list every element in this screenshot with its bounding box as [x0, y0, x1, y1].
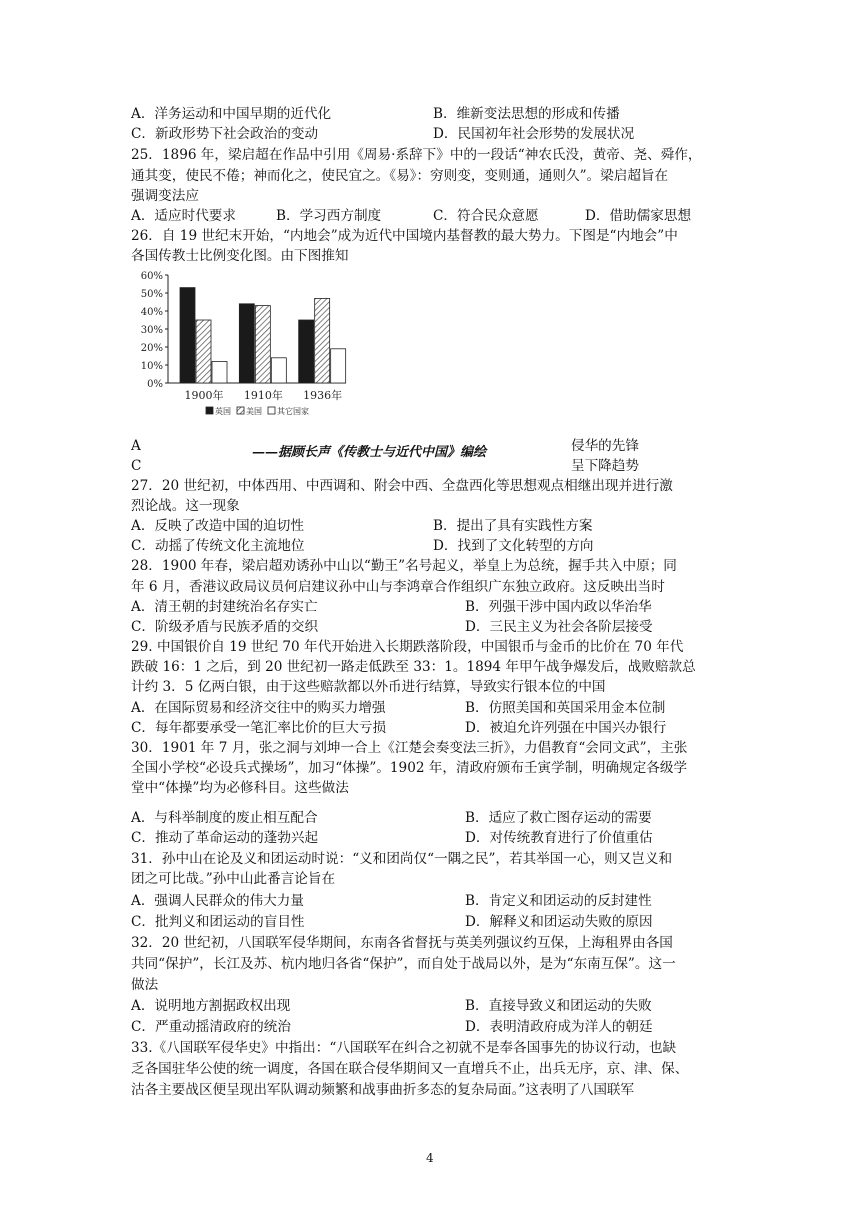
q25-option-c: C．符合民众意愿: [433, 208, 539, 224]
q27-option-b: B．提出了具有实践性方案: [433, 518, 593, 534]
q27-option-d: D．找到了文化转型的方向: [433, 538, 594, 554]
q29-stem-line: 29. 中国银价自 19 世纪 70 年代开始进入长期跌落阶段，中国银币与金币的比价在 70 年代: [131, 639, 684, 655]
q32-option-d: D．表明清政府成为洋人的朝廷: [465, 1019, 653, 1035]
q31-stem-line: 团之可比哉。”孙中山此番言论旨在: [131, 871, 336, 887]
q25-stem-line: 25．1896 年，梁启超在作品中引用《周易·系辞下》中的一段话“神农氏没，黄帝、尧、舜作，: [131, 147, 702, 163]
q28-option-d: D．三民主义为社会各阶层接受: [465, 619, 653, 635]
y-tick-label: 60%: [140, 271, 163, 282]
chart-svg: [128, 265, 348, 425]
q32-option-c: C．严重动摇清政府的统治: [131, 1019, 291, 1035]
q27-stem-line: 烈论战。这一现象: [131, 498, 240, 514]
q30-option-a: A．与科举制度的废止相互配合: [131, 810, 318, 826]
page-number: 4: [426, 1151, 434, 1165]
y-tick-label: 40%: [140, 307, 163, 318]
x-category-label: 1910年: [243, 389, 283, 402]
y-tick-label: 10%: [140, 361, 163, 372]
q26-option-a-fragment: A: [131, 438, 141, 454]
chart-source-caption: ——据顾长声《传教士与近代中国》编绘: [252, 445, 487, 460]
q32-stem-line: 做法: [131, 977, 159, 993]
q31-option-d: D．解释义和团运动失败的原因: [465, 914, 653, 930]
q30-option-c: C．推动了革命运动的蓬勃兴起: [131, 830, 319, 846]
q29-option-a: A．在国际贸易和经济交往中的购买力增强: [131, 700, 386, 716]
q31-option-c: C．批判义和团运动的盲目性: [131, 914, 305, 930]
q32-stem-line: 共同“保护”，长江及苏、杭内地归各省“保护”，而自处于战局以外，是为“东南互保”。这一: [131, 956, 676, 972]
y-tick-label: 50%: [140, 289, 163, 300]
q25-stem-line: 强调变法应: [131, 188, 199, 204]
q32-option-a: A．说明地方割据政权出现: [131, 998, 291, 1014]
q29-stem-line: 跌破 16：1 之后，到 20 世纪初一路走低跌至 33：1。1894 年甲午战争爆发后，战败赔款总: [131, 659, 696, 675]
q31-stem-line: 31．孙中山在论及义和团运动时说：“义和团尚仅“一隅之民”，若其举国一心，则又岂义和: [131, 851, 673, 867]
q26-stem-line: 26．自 19 世纪末开始，“内地会”成为近代中国境内基督教的最大势力。下图是“内地会”中: [131, 228, 678, 244]
q33-stem-line: 乏各国驻华公使的统一调度，各国在联合侵华期间又一直增兵不止，出兵无序，京、津、保、: [131, 1061, 689, 1077]
missionary-ratio-chart: [128, 265, 348, 425]
bar-其它国家-1900年: [212, 361, 227, 383]
bar-英国-1936年: [299, 320, 314, 383]
q27-option-a: A．反映了改造中国的迫切性: [131, 518, 304, 534]
q26-option-b-tail: 侵华的先锋: [571, 438, 639, 454]
prev-option-d: D．民国初年社会形势的发展状况: [433, 126, 635, 142]
q33-stem-line: 沽各主要战区便呈现出军队调动频繁和战事曲折多态的复杂局面。”这表明了八国联军: [131, 1082, 635, 1098]
q32-option-b: B．直接导致义和团运动的失败: [465, 998, 652, 1014]
x-category-label: 1900年: [184, 389, 224, 402]
q31-option-a: A．强调人民群众的伟大力量: [131, 893, 304, 909]
y-tick-label: 0%: [147, 379, 163, 390]
bar-其它国家-1936年: [331, 349, 346, 383]
q25-option-a: A．适应时代要求: [131, 208, 236, 224]
bar-其它国家-1910年: [271, 358, 286, 383]
q25-option-d: D．借助儒家思想: [585, 208, 692, 224]
q31-option-b: B．肯定义和团运动的反封建性: [465, 893, 652, 909]
legend-swatch: [206, 407, 213, 414]
bar-美国-1900年: [196, 320, 211, 383]
q27-stem-line: 27．20 世纪初，中体西用、中西调和、附会中西、全盘西化等思想观点相继出现并进行激: [131, 478, 673, 494]
bar-美国-1910年: [255, 306, 270, 383]
q28-option-b: B．列强干涉中国内政以华治华: [465, 599, 652, 615]
q26-option-d-tail: 呈下降趋势: [571, 458, 639, 474]
x-category-label: 1936年: [303, 389, 343, 402]
y-tick-label: 20%: [140, 343, 163, 354]
legend-swatch: [237, 407, 244, 414]
q32-stem-line: 32．20 世纪初，八国联军侵华期间，东南各省督抚与英美列强议约互保，上海租界由各国: [131, 935, 673, 951]
q26-option-c-fragment: C: [131, 458, 142, 474]
q25-option-b: B．学习西方制度: [276, 208, 382, 224]
q29-option-d: D．被迫允许列强在中国兴办银行: [465, 720, 667, 736]
prev-option-a: A．洋务运动和中国早期的近代化: [131, 106, 332, 122]
bar-英国-1900年: [180, 288, 195, 383]
y-tick-label: 30%: [140, 325, 163, 336]
q28-stem-line: 28．1900 年春，梁启超劝诱孙中山以“勤王”名号起义，举皇上为总统，握手共入中原；同: [131, 558, 677, 574]
legend-swatch: [268, 407, 275, 414]
q30-stem-line: 全国小学校“必设兵式操场”，加习“体操”。1902 年，清政府颁布壬寅学制，明确规定各级学: [131, 760, 688, 776]
q28-stem-line: 年 6 月，香港议政局议员何启建议孙中山与李鸿章合作组织广东独立政府。这反映出当时: [131, 579, 665, 595]
legend-label: 其它国家: [277, 407, 309, 416]
prev-option-c: C．新政形势下社会政治的变动: [131, 126, 319, 142]
q29-option-b: B．仿照美国和英国采用金本位制: [465, 700, 666, 716]
q30-stem-line: 30．1901 年 7 月，张之洞与刘坤一合上《江楚会奏变法三折》，力倡教育“会同文武”，主张: [131, 740, 688, 756]
bar-英国-1910年: [239, 304, 254, 383]
q29-option-c: C．每年都要承受一笔汇率比价的巨大亏损: [131, 720, 387, 736]
q30-stem-line: 堂中“体操”均为必修科目。这些做法: [131, 780, 349, 796]
legend-label: 英国: [215, 407, 231, 416]
q25-stem-line: 通其变，使民不倦；神而化之，使民宜之。《易》：穷则变，变则通，通则久”。梁启超旨在: [131, 168, 669, 184]
q29-stem-line: 计约 3．5 亿两白银，由于这些赔款都以外币进行结算，导致实行银本位的中国: [131, 679, 606, 695]
q30-option-b: B．适应了救亡图存运动的需要: [465, 810, 652, 826]
prev-option-b: B．维新变法思想的形成和传播: [433, 106, 620, 122]
q28-option-a: A．清王朝的封建统治名存实亡: [131, 599, 318, 615]
q27-option-c: C．动摇了传统文化主流地位: [131, 538, 305, 554]
q33-stem-line: 33.《八国联军侵华史》中指出：“八国联军在纠合之初就不是奉各国事先的协议行动，也缺: [131, 1040, 677, 1056]
q30-option-d: D．对传统教育进行了价值重估: [465, 830, 653, 846]
q28-option-c: C．阶级矛盾与民族矛盾的交织: [131, 619, 319, 635]
legend-label: 美国: [246, 407, 262, 416]
q26-stem-line: 各国传教士比例变化图。由下图推知: [131, 248, 349, 264]
bar-美国-1936年: [315, 298, 330, 383]
